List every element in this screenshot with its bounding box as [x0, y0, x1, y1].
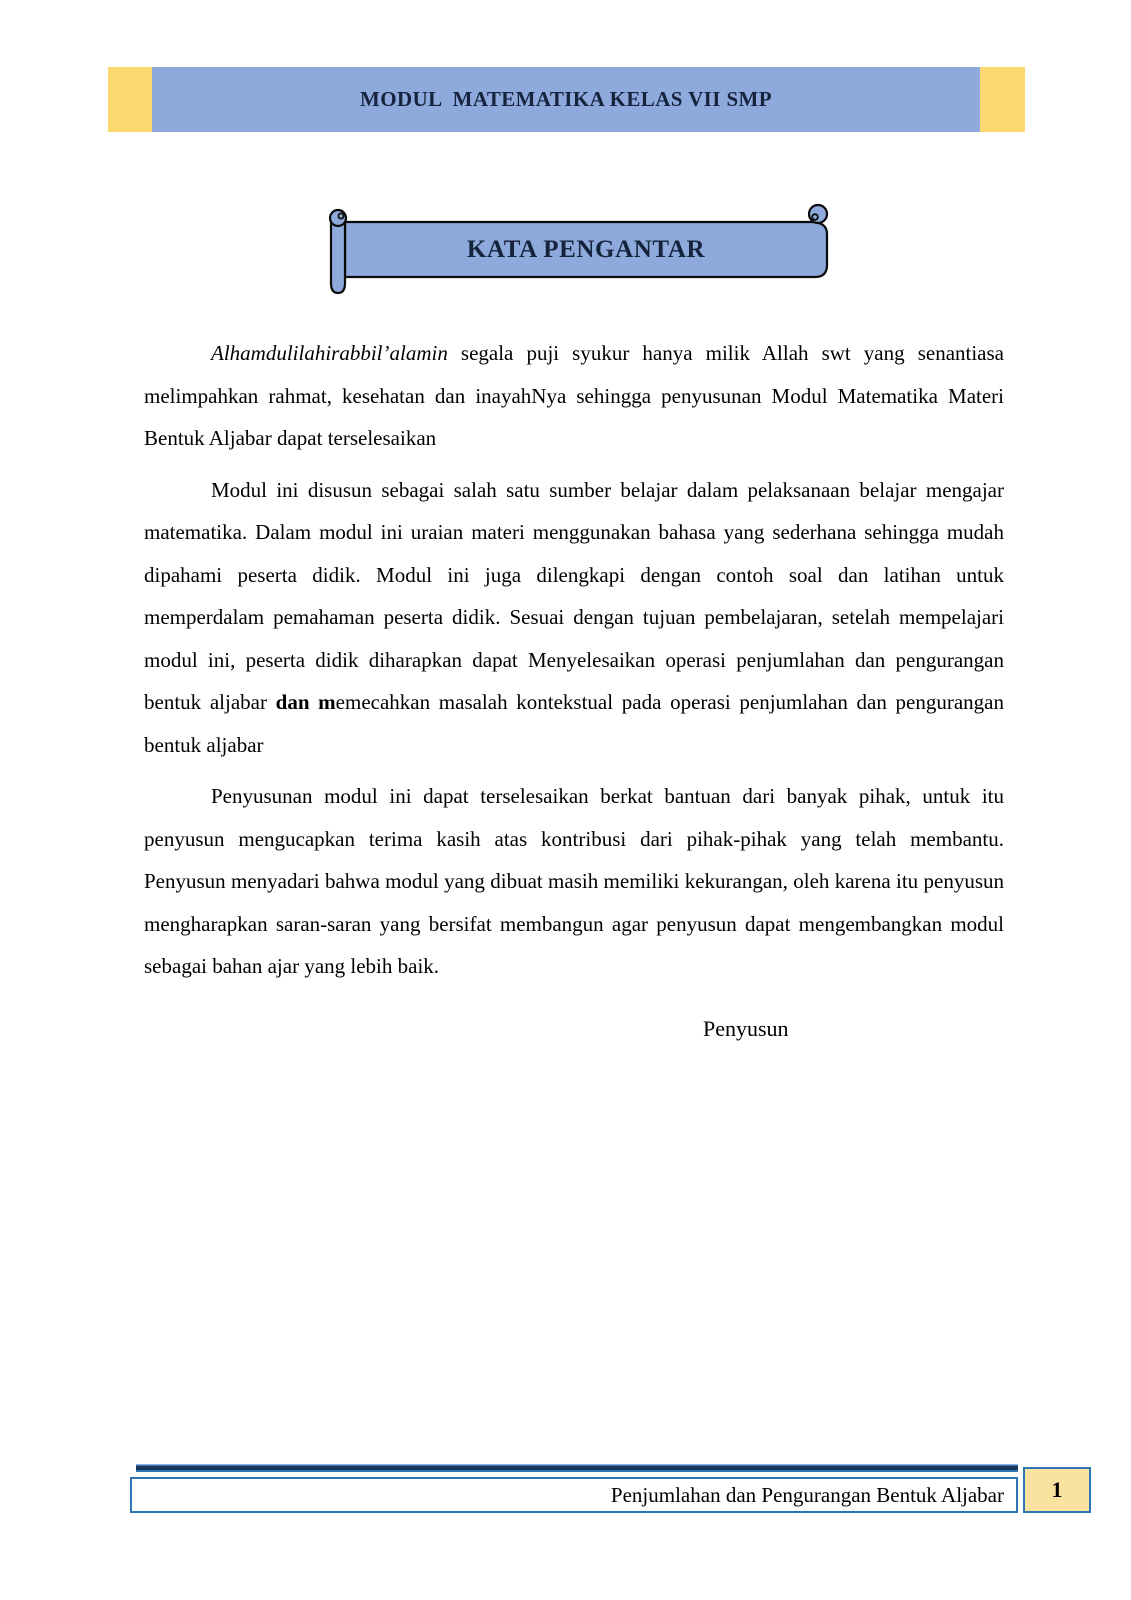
section-banner-title: KATA PENGANTAR: [466, 235, 706, 263]
paragraph-1: [144, 332, 1004, 460]
paragraph-2-part1: Modul ini disusun sebagai salah satu sumber belajar dalam pelaksanaan belajar mengajar matematika. Dalam modul ini uraian materi menggunakan bahasa yang sederhana sehingga mudah dipahami peserta didik. Modul ini juga dilengkapi dengan contoh soal dan latihan untuk memperdalam pemahaman peserta didik. Sesuai dengan tujuan pembelajaran, setelah mempelajari modul ini, peserta didik diharapkan dapat Menyelesaikan operasi penjumlahan dan pengurangan bentuk aljabar: [144, 477, 1004, 714]
paragraph-1-rest: segala puji syukur hanya milik Allah swt yang senantiasa melimpahkan rahmat, kesehatan dan inayahNya sehingga penyusunan Modul Matematika Materi Bentuk Aljabar dapat terselesaikan: [144, 341, 1004, 450]
paragraph-3-text: Penyusunan modul ini dapat terselesaikan berkat bantuan dari banyak pihak, untuk itu penyusun mengucapkan terima kasih atas kontribusi dari pihak-pihak yang telah membantu. Penyusun menyadari bahwa modul yang dibuat masih memiliki kekurangan, oleh karena itu penyusun mengharapkan saran-saran yang bersifat membangun agar penyusun dapat mengembangkan modul sebagai bahan ajar yang lebih baik.: [144, 784, 1004, 978]
page-number: 1: [1051, 1477, 1063, 1502]
section-banner-scroll: [325, 203, 835, 298]
footer-title: Penjumlahan dan Pengurangan Bentuk Aljabar: [610, 1482, 1004, 1507]
header-yellow-strip-right: [980, 67, 1025, 132]
body-text: [144, 332, 1004, 997]
paragraph-2-part2: emecahkan masalah kontekstual pada operasi penjumlahan dan pengurangan bentuk aljabar: [144, 690, 1004, 757]
header-title: MODUL MATEMATIKA KELAS VII SMP: [359, 87, 773, 111]
signature-penyusun: Penyusun: [703, 1016, 789, 1041]
paragraph-1-italic-lead: Alhamdulilahirabbil’alamin: [211, 341, 448, 365]
header-yellow-strip-left: [108, 67, 152, 132]
footer-divider-bar: [136, 1464, 1018, 1472]
page-number-box: [1023, 1467, 1091, 1513]
header-blue-band: [152, 67, 980, 132]
paragraph-3: [144, 775, 1004, 988]
header-band: [108, 67, 1025, 132]
paragraph-2: [144, 469, 1004, 767]
paragraph-2-bold: dan m: [275, 690, 336, 714]
footer-title-box: [130, 1477, 1018, 1513]
